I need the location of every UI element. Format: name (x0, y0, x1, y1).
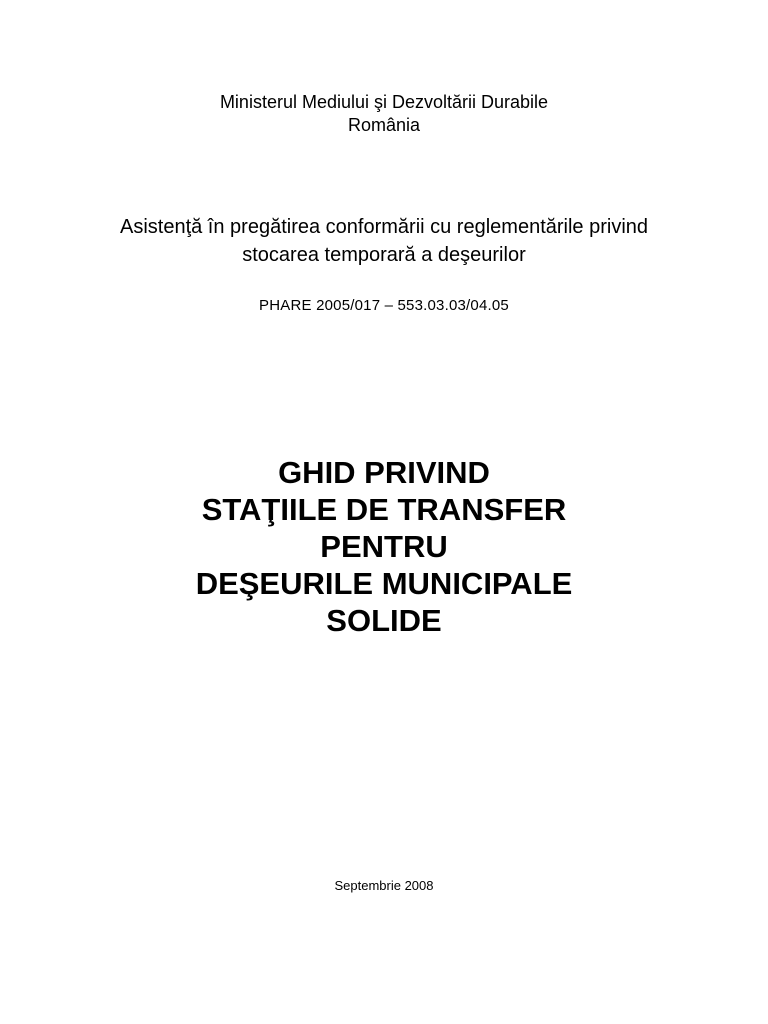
project-title (0, 213, 768, 269)
document-title (0, 454, 768, 639)
publication-date: Septembrie 2008 (334, 878, 434, 893)
project-code: PHARE 2005/017 – 553.03.03/04.05 (259, 297, 509, 314)
project-title-line-2: stocarea temporară a deşeurilor (242, 244, 526, 266)
document-title-line-1: GHID PRIVIND (278, 455, 490, 490)
document-title-line-2: STAŢIILE DE TRANSFER (201, 492, 567, 527)
ministry-name: Ministerul Mediului şi Dezvoltării Durabile (219, 92, 549, 112)
document-title-line-5: SOLIDE (326, 603, 442, 638)
document-title-line-3: PENTRU (320, 529, 448, 564)
document-title-line-4: DEŞEURILE MUNICIPALE (195, 566, 573, 601)
project-title-line-1: Asistenţă în pregătirea conformării cu reglementările privind (119, 216, 649, 238)
country-name: România (347, 115, 421, 135)
ministry-header (0, 91, 768, 137)
